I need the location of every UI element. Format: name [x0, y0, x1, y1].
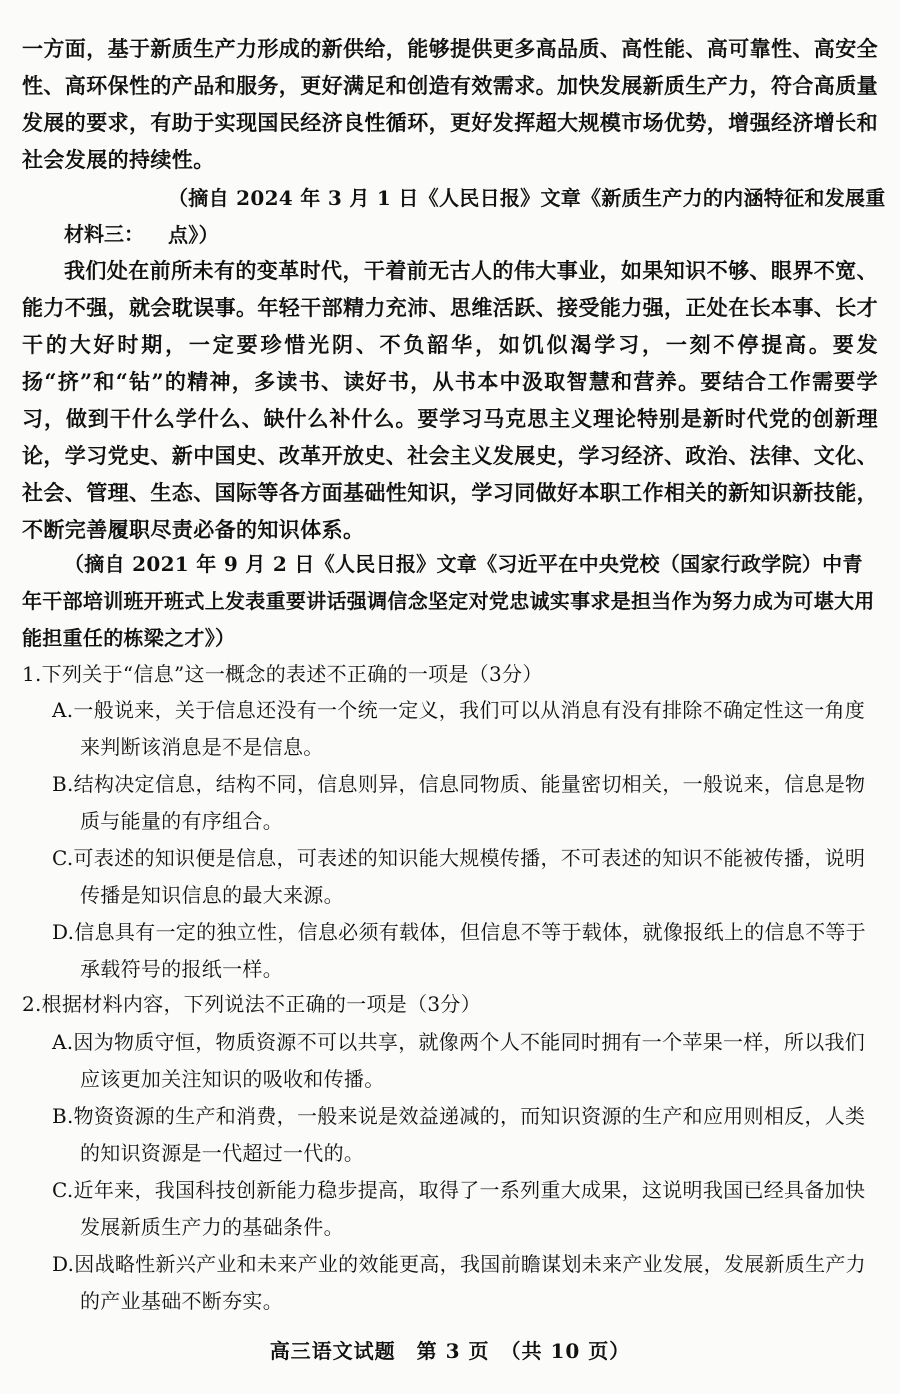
question-1-option-d: D.信息具有一定的独立性，信息必须有载体，但信息不等于载体，就像报纸上的信息不等于承载符号的报纸一样。 — [52, 920, 866, 981]
question-1-option-c: C.可表述的知识便是信息，可表述的知识能大规模传播，不可表述的知识不能被传播，说明传播是知识信息的最大来源。 — [52, 846, 866, 907]
question-2-option-b: B.物资资源的生产和消费，一般来说是效益递减的，而知识资源的生产和应用则相反，人类的知识资源是一代超过一代的。 — [52, 1104, 866, 1165]
question-2-option-d: D.因战略性新兴产业和未来产业的效能更高，我国前瞻谋划未来产业发展，发展新质生产力的产业基础不断夯实。 — [52, 1252, 866, 1313]
question-2-stem: 2.根据材料内容，下列说法不正确的一项是（3分） — [22, 992, 482, 1016]
question-1-option-b: B.结构决定信息，结构不同，信息则异，信息同物质、能量密切相关，一般说来，信息是物质与能量的有序组合。 — [52, 772, 866, 833]
material-3-heading: 材料三： — [64, 222, 144, 246]
source-citation-2: （摘自 2024 年 3 月 1 日《人民日报》文章《新质生产力的内涵特征和发展重点》） — [168, 186, 886, 247]
question-1-stem: 1.下列关于“信息”这一概念的表述不正确的一项是（3分） — [22, 662, 543, 686]
question-2-option-c: C.近年来，我国科技创新能力稳步提高，取得了一系列重大成果，这说明我国已经具备加快发展新质生产力的基础条件。 — [52, 1178, 866, 1239]
question-1-option-a: A.一般说来，关于信息还没有一个统一定义，我们可以从消息有没有排除不确定性这一角度来判断该消息是不是信息。 — [52, 698, 866, 759]
page-footer: 高三语文试题 第 3 页 （共 10 页） — [269, 1339, 631, 1363]
source-citation-3: （摘自 2021 年 9 月 2 日《人民日报》文章《习近平在中央党校（国家行政学院）中青年干部培训班开班式上发表重要讲话强调信念坚定对党忠诚实事求是担当作为努力成为可堪大用能担重任的栋梁之才》） — [22, 552, 875, 650]
paragraph-intro: 一方面，基于新质生产力形成的新供给，能够提供更多高品质、高性能、高可靠性、高安全性、高环保性的产品和服务，更好满足和创造有效需求。加快发展新质生产力，符合高质量发展的要求，有助于实现国民经济良性循环，更好发挥超大规模市场优势，增强经济增长和社会发展的持续性。 — [22, 36, 878, 172]
paragraph-material-3: 我们处在前所未有的变革时代，干着前无古人的伟大事业，如果知识不够、眼界不宽、能力不强，就会耽误事。年轻干部精力充沛、思维活跃、接受能力强，正处在长本事、长才干的大好时期，一定要珍惜光阴、不负韶华，如饥似渴学习，一刻不停提高。要发扬“挤”和“钻”的精神，多读书、读好书，从书本中汲取智慧和营养。要结合工作需要学习，做到干什么学什么、缺什么补什么。要学习马克思主义理论特别是新时代党的创新理论，学习党史、新中国史、改革开放史、社会主义发展史，学习经济、政治、法律、文化、社会、管理、生态、国际等各方面基础性知识，学习同做好本职工作相关的新知识新技能，不断完善履职尽责必备的知识体系。 — [22, 258, 878, 542]
question-2-option-a: A.因为物质守恒，物质资源不可以共享，就像两个人不能同时拥有一个苹果一样，所以我们应该更加关注知识的吸收和传播。 — [52, 1030, 866, 1091]
